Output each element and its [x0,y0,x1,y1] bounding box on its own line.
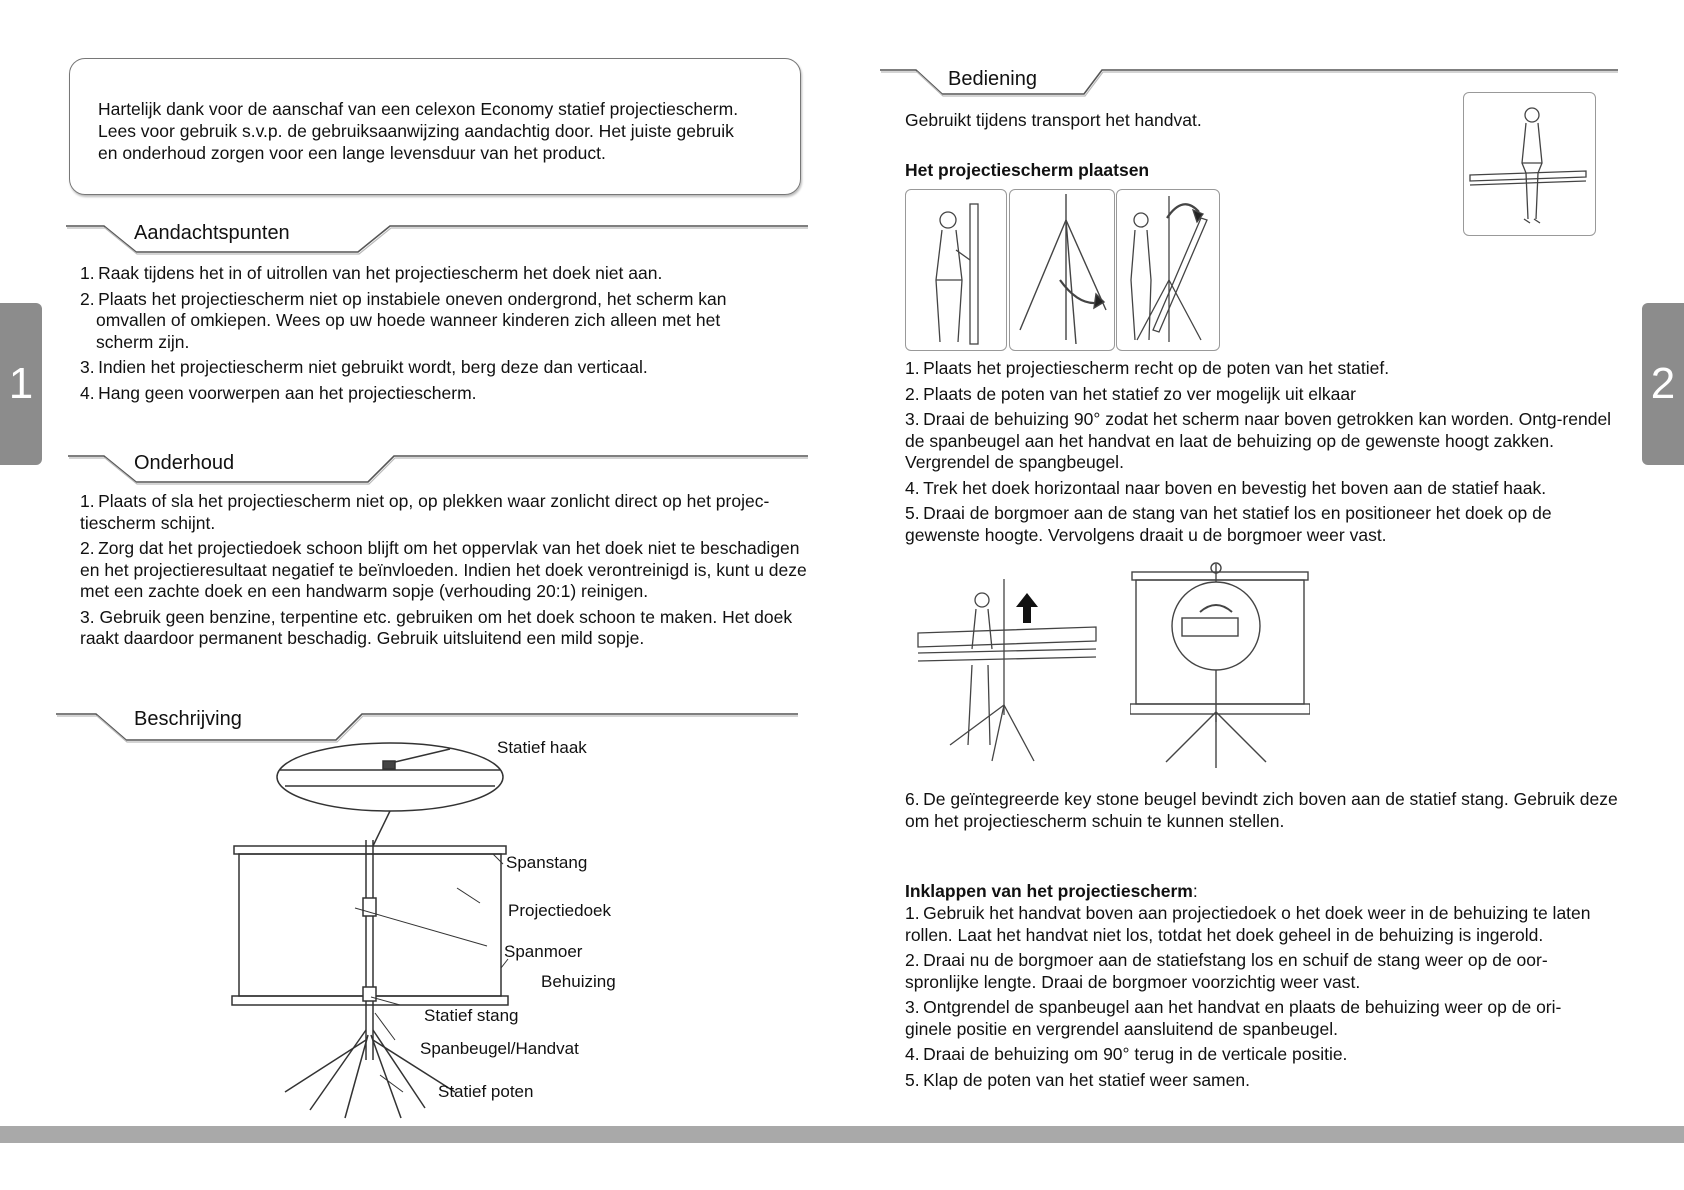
inklappen-heading [905,881,1198,903]
list-item: 3. Draai de behuizing 90° zodat het scherm naar boven getrokken kan worden. Ontg-rendel de spanbeugel aan het handvat en laat de behuizing op de gewenste hoogt zakken. Vergrendel de spangbeugel. [905,409,1612,472]
tripod-legs-illustration [1010,190,1114,350]
person-standing-screen-illustration [906,190,1006,350]
step-figure-3 [1116,189,1220,351]
label-projectiedoek: Projectiedoek [508,901,612,920]
label-spanmoer: Spanmoer [504,942,583,961]
list-item: 4. Hang geen voorwerpen aan het projectiescherm. [80,382,477,403]
onderhoud-list [80,491,815,654]
intro-line: en onderhoud zorgen voor een lange levensduur van het product. [98,143,606,163]
inklappen-colon: : [1192,881,1198,901]
rotate-housing-illustration [1117,190,1219,350]
label-behuizing: Behuizing [541,972,616,991]
transport-figure [1463,92,1596,236]
plaatsen-steps [905,358,1615,550]
list-item: 5. Draai de borgmoer aan de stang van het statief los en positioneer het doek op de gewenste hoogte. Vervolgens draait u de borgmoer weer vast. [905,503,1552,545]
list-item: 3. Indien het projectiescherm niet gebruikt wordt, berg deze dan verticaal. [80,357,648,377]
page-number: 1 [8,359,34,408]
label-spanbeugel: Spanbeugel/Handvat [420,1039,579,1058]
list-item: 3. Ontgrendel de spanbeugel aan het handvat en plaats de behuizing weer op de ori-ginele positie en vergrendel aansluitend de spanbeugel. [905,997,1562,1039]
intro-line: Lees voor gebruik s.v.p. de gebruiksaanwijzing aandachtig door. Het juiste gebruik [98,121,734,141]
label-statief-poten: Statief poten [438,1082,534,1101]
inklappen-steps [905,903,1605,1095]
list-item: 4. Draai de behuizing om 90° terug in de verticale positie. [905,1044,1348,1064]
transport-text: Gebruikt tijdens transport het handvat. [905,110,1202,130]
intro-text [98,98,798,164]
list-item: 2. Plaats het projectiescherm niet op instabiele oneven ondergrond, het scherm kan omvallen of omkiepen. Wees op uw hoede wanneer kinderen zich alleen met het scherm zijn. [80,288,727,352]
list-item: 1. Plaats het projectiescherm recht op de poten van het statief. [905,358,1390,378]
pull-screen-illustration [912,565,1102,765]
hook-detail-ellipse [277,743,503,811]
onderhoud-header [68,450,808,486]
beschrijving-header [56,708,798,744]
section-title: Bediening [948,68,1037,90]
screen-diagram [225,740,645,1120]
list-item: 4. Trek het doek horizontaal naar boven en bevestig het boven aan de statief haak. [905,477,1547,498]
label-spanstang: Spanstang [506,853,588,872]
list-item: 2. Zorg dat het projectiedoek schoon blijft om het oppervlak van het doek niet te beschadigen en het projectieresultaat negatief te beïnvloeden. Indien het doek verontreinigd is, kunt u deze met een zachte doek en een handwarm sopje (verhouding 20:1) reinigen. [80,538,807,601]
inklappen-title: Inklappen van het projectiescherm [905,881,1193,901]
plaatsen-title: Het projectiescherm plaatsen [905,160,1150,180]
list-item: 2. Plaats de poten van het statief zo ver mogelijk uit elkaar [905,383,1356,404]
section-title: Beschrijving [134,708,242,730]
person-carrying-illustration [1464,93,1594,233]
list-item: 1. Gebruik het handvat boven aan projectiedoek o het doek weer in de behuizing te laten rollen. Laat het handvat niet los, totdat het doek geheel in de behuizing is ingerold. [905,903,1591,945]
list-item: 2. Draai nu de borgmoer aan de statiefstang los en schuif de stang weer op de oor-spronlijke lengte. Draai de borgmoer voorzichtig weer vast. [905,950,1548,992]
aandachtspunten-header [66,220,808,256]
list-item: 3. Gebruik geen benzine, terpentine etc. gebruiken om het doek schoon te maken. Het doek raakt daardoor permanent beschadig. Gebruik uitsluitend een mild sopje. [80,606,793,648]
step-figure-1 [905,189,1007,351]
step-6-text: 6. De geïntegreerde key stone beugel bevindt zich boven aan de statief stang. Gebruik deze om het projectiescherm schuin te kunnen stellen. [905,789,1618,831]
page-number: 2 [1650,359,1676,408]
page-number-tab-right [1642,303,1684,465]
intro-line: Hartelijk dank voor de aanschaf van een celexon Economy statief projectiescherm. [98,99,739,119]
step-figure-2 [1009,189,1115,351]
aandachtspunten-list [80,263,780,408]
hook-screen-illustration [1130,562,1310,772]
label-statief-stang: Statief stang [424,1006,519,1025]
section-title: Onderhoud [134,452,235,474]
page-number-tab-left [0,303,42,465]
label-statief-haak: Statief haak [497,738,587,757]
section-title: Aandachtspunten [134,222,290,244]
list-item: 5. Klap de poten van het statief weer samen. [905,1069,1250,1090]
list-item: 1. Plaats of sla het projectiescherm niet op, op plekken waar zonlicht direct op het projec-tiescherm schijnt. [80,491,770,533]
bottom-band [0,1126,1684,1143]
list-item: 1. Raak tijdens het in of uitrollen van het projectiescherm het doek niet aan. [80,263,663,283]
